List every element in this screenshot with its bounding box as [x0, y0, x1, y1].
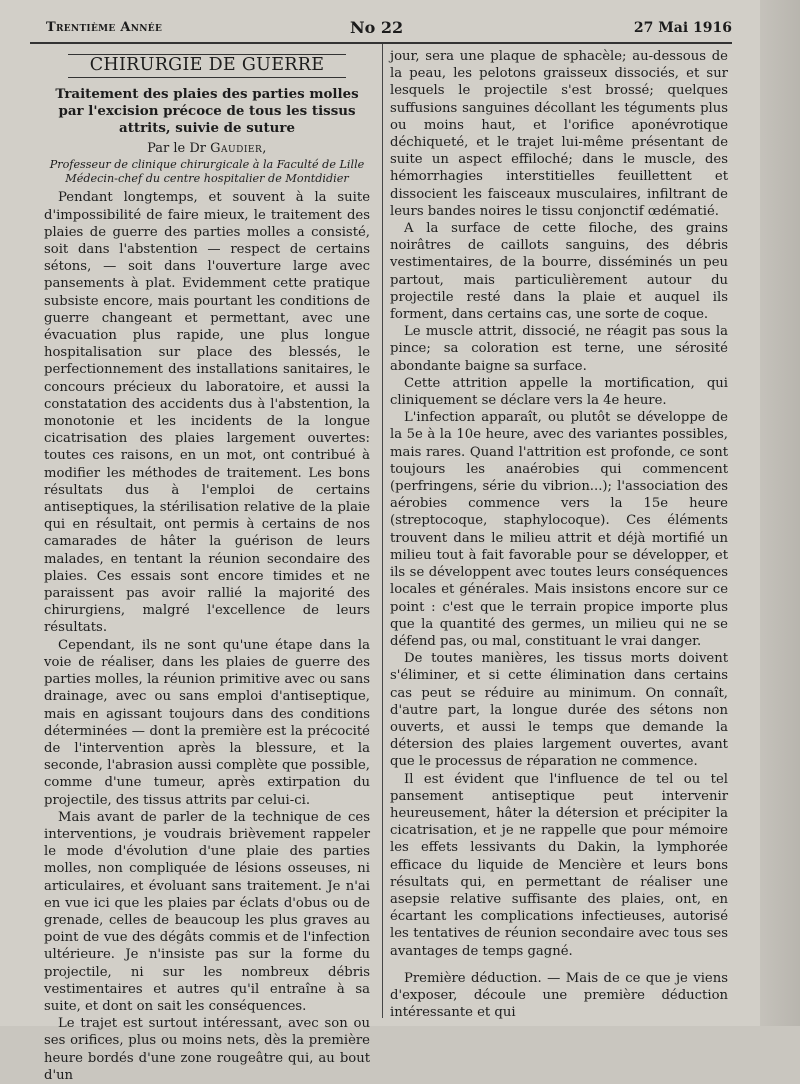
paragraph: Il est évident que l'influence de tel ou tel pansement antiseptique peut intervenir heureusement, hâter la détersion et précipiter la cicatrisation, et je ne rappelle que pour mémoire les effets lessivants du Dakin, la lymphorée efficace du liquide de Mencière et leurs bons résultats qui, en permettant de réaliser une asepsie relative suffisante des plaies, ont, en écartant les complications infectieuses, autorisé les tentatives de réunion secondaire avec tous ses avantages de temps gagné.: [390, 771, 728, 959]
paragraph: De toutes manières, les tissus morts doivent s'éliminer, et si cette élimination dans certains cas peut se réduire au minimum. On connaît, d'autre part, la longue durée des sétons non ouverts, et aussi le temps que demande la détersion des plaies largement ouvertes, avant que le processus de réparation ne commence.: [390, 651, 728, 770]
header-rule: [30, 42, 732, 44]
paragraph: Cette attrition appelle la mortification, qui cliniquement se déclare vers la 4e heure.: [390, 375, 728, 409]
byline: [44, 140, 370, 157]
right-column: [390, 48, 728, 1021]
page-header: [30, 18, 732, 40]
article-title: Traitement des plaies des parties molles par l'excision précoce de tous les tissus attrits, suivie de suture: [55, 86, 359, 137]
paragraph: Le trajet est surtout intéressant, avec son ou ses orifices, plus ou moins nets, dès la première heure bordés d'une zone rougeâtre qui, au bout d'un: [44, 1016, 370, 1083]
paragraph: L'infection apparaît, ou plutôt se développe de la 5e à la 10e heure, avec des variantes possibles, mais rares. Quand l'attrition est profonde, ce sont toujours les anaérobies qui commencent (perfringens, série du vibrion...); l'association des aérobies commence vers la 15e heure (streptocoque, staphylocoque). Ces éléments trouvent dans le milieu attrit et déjà mortifié un milieu tout à fait favorable pour se développer, et ils se développent avec toutes leurs conséquences locales et générales. Mais insistons encore sur ce point : c'est que le terrain propice importe plus que la quantité des germes, un milieu qui ne se défend pas, ou mal, constituant le vrai danger.: [390, 410, 728, 649]
paragraph: Pendant longtemps, et souvent à la suite d'impossibilité de faire mieux, le traitement des plaies de guerre des parties molles a consisté, soit dans l'abstention — respect de certains sétons, — soit dans l'ouverture large avec pansements à plat. Evidemment cette pratique subsiste encore, mais pourtant les conditions de guerre changeant et permettant, avec une évacuation plus rapide, une plus longue hospitalisation sur place des blessés, le perfectionnement des installations sanitaires, le concours précieux du laboratoire, et aussi la constatation des accidents dus à l'abstention, la monotonie et les incidents de la longue cicatrisation des plaies largement ouvertes: toutes ces raisons, en un mot, ont contribué à modifier les méthodes de traitement. Les bons résultats dus à l'emploi de certains antiseptiques, la stérilisation relative de la plaie qui en résultait, ont permis à certains de nos camarades de hâter la guérison de leurs malades, en tentant la réunion secondaire des plaies. Ces essais sont encore timides et ne paraissent pas avoir rallié la majorité des chirurgiens, malgré l'excellence de leurs résultats.: [44, 190, 370, 636]
author-name: Gaudier,: [210, 141, 267, 157]
column-divider: [382, 44, 383, 1018]
left-column: [44, 48, 370, 1084]
paragraph: jour, sera une plaque de sphacèle; au-dessous de la peau, les pelotons graisseux dissociés, et sur lesquels le projectile s'est brossé; quelques suffusions sanguines décollant les téguments plus ou moins haut, et l'orifice aponévrotique déchiqueté, et le trajet lui-même présentant de suite un aspect effiloché; dans le muscle, des hémorrhagies interstitielles feuillettent et dissocient les faisceaux musculaires, infiltrant de leurs bandes noires le tissu conjonctif œdématié.: [390, 49, 728, 219]
header-date: 27 Mai 1916: [633, 20, 732, 36]
paragraph: Le muscle attrit, dissocié, ne réagit pas sous la pince; sa coloration est terne, une sérosité abondante baigne sa surface.: [390, 324, 728, 374]
author-affiliation-2: Médecin-chef du centre hospitalier de Montdidier: [65, 171, 349, 185]
header-issue-number: No 22: [350, 18, 404, 37]
byline-prefix: Par le Dr: [147, 141, 207, 157]
page-edge: [760, 0, 800, 1026]
paragraph-premiere-deduction: Première déduction. — Mais de ce que je viens d'exposer, découle une première déduction intéressante et qui: [390, 970, 728, 1021]
paragraph: A la surface de cette filoche, des grains noirâtres de caillots sanguins, des débris vestimentaires, de la bourre, disséminés un peu partout, mais particulièrement autour du projectile resté dans la plaie et auquel ils forment, dans certains cas, une sorte de coque.: [390, 221, 728, 323]
author-affiliation-1: Professeur de clinique chirurgicale à la Faculté de Lille: [49, 158, 365, 172]
section-title: CHIRURGIE DE GUERRE: [68, 54, 346, 78]
paragraph: Cependant, ils ne sont qu'une étape dans la voie de réaliser, dans les plaies de guerre des parties molles, la réunion primitive avec ou sans drainage, avec ou sans emploi d'antiseptique, mais en agissant toujours dans des conditions déterminées — dont la première est la précocité de l'intervention après la blessure, et la seconde, l'abrasion aussi complète que possible, comme d'une tumeur, après extirpation du projectile, des tissus attrits par celui-ci.: [44, 637, 370, 808]
header-year: Trentième Année: [46, 20, 163, 35]
paragraph: Mais avant de parler de la technique de ces interventions, je voudrais brièvement rappeler le mode d'évolution d'une plaie des parties molles, non compliquée de lésions osseuses, ni articulaires, et évoluant sans traitement. Je n'ai en vue ici que les plaies par éclats d'obus ou de grenade, celles de beaucoup les plus graves au point de vue des dégâts commis et de l'infection ultérieure. Je n'insiste pas sur la forme du projectile, ni sur les nombreux débris vestimentaires et autres qu'il entraîne à sa suite, et dont on sait les conséquences.: [44, 809, 370, 1014]
